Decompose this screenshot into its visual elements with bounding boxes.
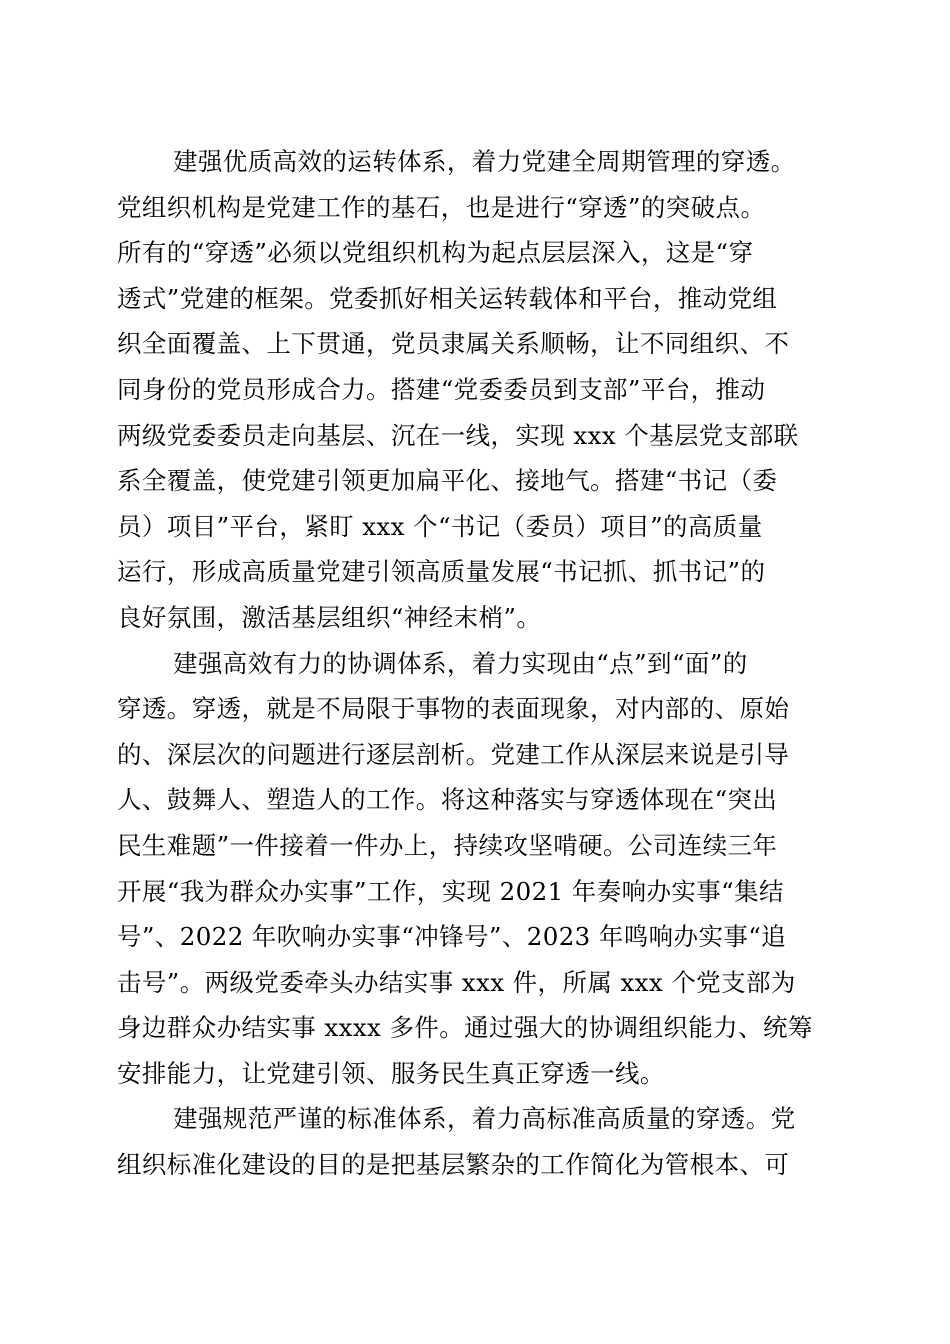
- text-line: 民生难题”一件接着一件办上，持续攻坚啃硬。公司连续三年: [117, 830, 778, 860]
- text-line: 穿透。穿透，就是不局限于事物的表面现象，对内部的、原始: [117, 694, 790, 724]
- text-line: 号”、2022 年吹响办实事“冲锋号”、2023 年鸣响办实事“追: [117, 922, 787, 952]
- paragraph-2: [117, 641, 830, 1097]
- paragraph-1: [117, 139, 830, 641]
- text-line: 同身份的党员形成合力。搭建“党委委员到支部”平台，推动: [117, 374, 766, 404]
- text-line: 党组织机构是党建工作的基石，也是进行“穿透”的突破点。: [117, 192, 766, 222]
- document-page: [117, 139, 830, 1188]
- text-line: 身边群众办结实事 xxxx 多件。通过强大的协调组织能力、统筹: [117, 1013, 813, 1043]
- text-line: 织全面覆盖、上下贯通，党员隶属关系顺畅，让不同组织、不: [117, 329, 790, 359]
- text-line: 良好氛围，激活基层组织“神经末梢”。: [117, 602, 542, 632]
- text-line: 员）项目”平台，紧盯 xxx 个“书记（委员）项目”的高质量: [117, 511, 763, 541]
- paragraph-3: [117, 1096, 830, 1187]
- text-line: 建强优质高效的运转体系，着力党建全周期管理的穿透。: [173, 147, 796, 176]
- text-line: 建强高效有力的协调体系，着力实现由“点”到“面”的: [173, 648, 748, 678]
- text-line: 两级党委委员走向基层、沉在一线，实现 xxx 个基层党支部联: [117, 420, 799, 450]
- text-line: 的、深层次的问题进行逐层剖析。党建工作从深层来说是引导: [117, 739, 790, 769]
- text-line: 透式”党建的框架。党委抓好相关运转载体和平台，推动党组: [117, 283, 778, 313]
- text-line: 安排能力，让党建引领、服务民生真正穿透一线。: [117, 1058, 665, 1088]
- text-line: 组织标准化建设的目的是把基层繁杂的工作简化为管根本、可: [117, 1150, 790, 1180]
- text-line: 运行，形成高质量党建引领高质量发展“书记抓、抓书记”的: [117, 557, 766, 587]
- text-line: 人、鼓舞人、塑造人的工作。将这种落实与穿透体现在“突出: [117, 785, 778, 815]
- text-line: 击号”。两级党委牵头办结实事 xxx 件，所属 xxx 个党支部为: [117, 967, 796, 997]
- text-line: 所有的“穿透”必须以党组织机构为起点层层深入，这是“穿: [117, 238, 754, 268]
- text-line: 开展“我为群众办实事”工作，实现 2021 年奏响办实事“集结: [117, 876, 784, 906]
- text-line: 建强规范严谨的标准体系，着力高标准高质量的穿透。党: [173, 1104, 796, 1134]
- text-line: 系全覆盖，使党建引领更加扁平化、接地气。搭建“书记（委: [117, 466, 778, 496]
